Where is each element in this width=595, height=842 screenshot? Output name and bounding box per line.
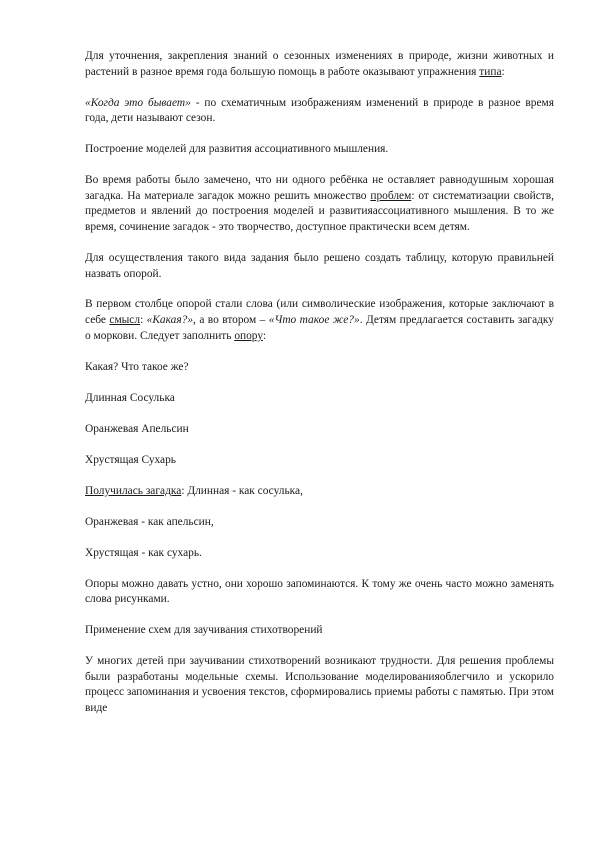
paragraph-6 [85,297,554,344]
paragraph-2 [85,96,554,127]
riddle-line-1 [85,484,554,500]
paragraph-6-sep-4: : [262,329,267,342]
exercise-title: «Когда это бывает» [85,96,191,109]
section-heading-schemes: Применение схем для заучивания стихотворений [85,624,323,637]
table-row-3: Хрустящая Сухарь [85,453,177,466]
document-page [85,49,554,732]
link-oporu[interactable]: опору [234,329,263,342]
paragraph-4-text: Во время работы было замечено, что ни одного ребёнка не оставляет равнодушным хорошая загадка. На материале загадок можно решить множество [85,174,554,202]
paragraph-1-text: Для уточнения, закрепления знаний о сезонных изменениях в природе, жизни животных и растений в разное время года большую помощь в работе оказывают упражнения [85,50,554,78]
paragraph-1-tail: : [501,65,505,78]
paragraph-16: У многих детей при заучивании стихотворений возникают трудности. Для решения проблемы были разработаны модельные схемы. Использование моделированияоблегчило и ускорило процесс запоминания и усвоения текстов, сформировались приемы работы с памятью. При этом виде [85,655,554,714]
question-kakaya: «Какая?» [146,314,194,327]
table-row-1: Длинная Сосулька [85,391,175,404]
section-heading-models: Построение моделей для развития ассоциативного мышления. [85,143,389,156]
paragraph-14: Опоры можно давать устно, они хорошо запоминаются. К тому же очень часто можно заменять слова рисунками. [85,577,554,606]
paragraph-6-sep-2: , а во втором – [193,314,269,327]
riddle-line-2: Оранжевая - как апельсин, [85,515,214,528]
riddle-line-1-text: : Длинная - как сосулька, [181,484,303,497]
paragraph-4 [85,173,554,235]
paragraph-6-sep-3: . Детям предлагается составить загадку о моркови. Следует заполнить [85,314,554,342]
riddle-line-3: Хрустящая - как сухарь. [85,546,202,559]
table-header-line: Какая? Что такое же? [85,360,189,373]
link-tipa[interactable]: типа [479,65,502,78]
question-chto-takoe-zhe: «Что такое же?» [268,314,360,327]
paragraph-5: Для осуществления такого вида задания было решено создать таблицу, которую правильней назвать опорой. [85,251,554,280]
link-smysl[interactable]: смысл [109,314,141,327]
link-problem[interactable]: проблем [370,189,412,202]
paragraph-6-sep-1: : [140,314,147,327]
table-row-2: Оранжевая Апельсин [85,422,189,435]
paragraph-2-text: - по схематичным изображениям изменений в природе в разное время года, дети называют сезон. [85,96,554,125]
paragraph-4-tail: : от систематизации свойств, предметов и явлений до построения моделей и развитияассоциативного мышления. В то же время, сочинение загадок - это творчество, доступное практически всем детям. [85,189,554,233]
paragraph-6-text: В первом столбце опорой стали слова (или символические изображения, которые заключают в себе [85,298,554,327]
paragraph-1 [85,49,554,80]
link-poluchilas-zagadka[interactable]: Получилась загадка [85,484,182,497]
